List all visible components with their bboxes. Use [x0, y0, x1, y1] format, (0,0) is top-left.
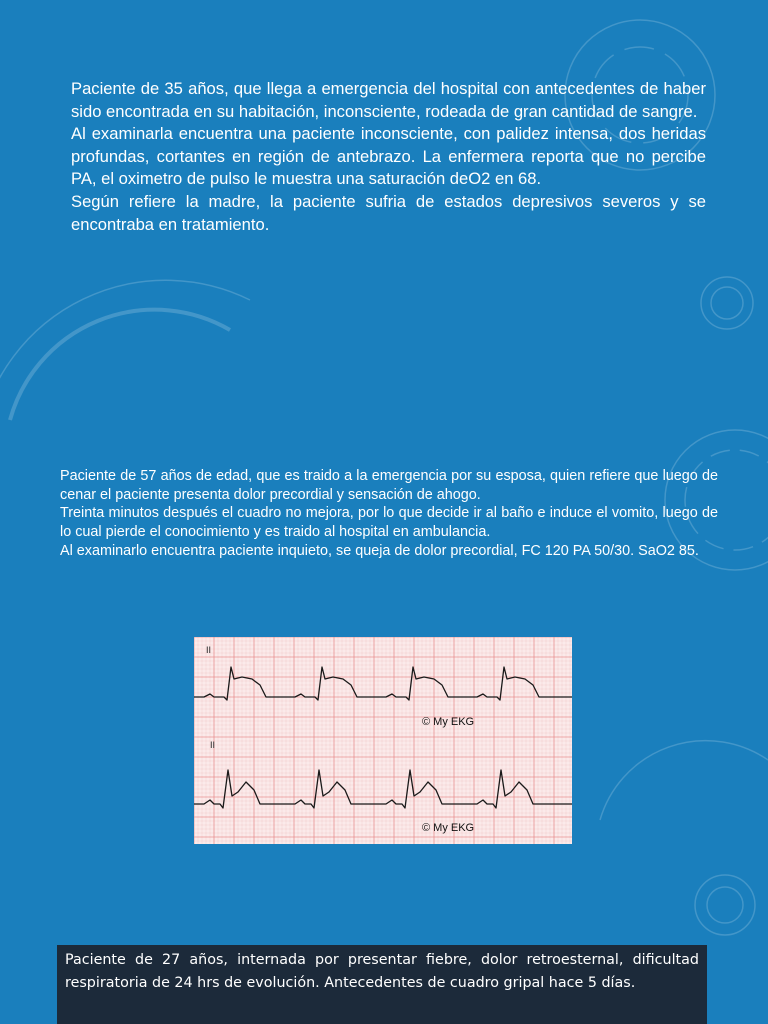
ekg-traces: [194, 667, 572, 808]
case-1-paragraph: Al examinarla encuentra una paciente inconsciente, con palidez intensa, dos heridas profundas, cortantes en región de antebrazo. La enfermera reporta que no percibe PA, el oximetro de pulso le muestra una saturación deO2 en 68.: [71, 124, 706, 189]
ekg-copyright-1: © My EKG: [422, 716, 475, 728]
deco-ring-right-lower-inner: [707, 887, 743, 923]
deco-ring-right-small: [701, 277, 753, 329]
case-2-text: [60, 467, 718, 561]
deco-arc-left-outer: [0, 280, 250, 430]
deco-ring-right-lower: [695, 875, 755, 935]
case-2-paragraph: Paciente de 57 años de edad, que es traido a la emergencia por su esposa, quien refiere que luego de cenar el paciente presenta dolor precordial y sensación de ahogo.: [60, 468, 718, 503]
ekg-copyright-2: © My EKG: [422, 822, 475, 834]
case-3-text: Paciente de 27 años, internada por presentar fiebre, dolor retroesternal, dificultad respiratoria de 24 hrs de evolución. Antecedentes de cuadro gripal hace 5 días.: [65, 952, 699, 991]
deco-ring-right-small-inner: [711, 287, 743, 319]
case-1-paragraph: Según refiere la madre, la paciente sufria de estados depresivos severos y se encontraba en tratamiento.: [71, 191, 706, 234]
case-3-box: [57, 945, 707, 1024]
ekg-lead-label-1: II: [206, 645, 212, 655]
case-2-paragraph: Al examinarlo encuentra paciente inquieto, se queja de dolor precordial, FC 120 PA 50/30. SaO2 85.: [60, 542, 699, 559]
ekg-lead-label-2: II: [210, 740, 216, 750]
ekg-image: [194, 637, 572, 844]
case-2-paragraph: Treinta minutos después el cuadro no mejora, por lo que decide ir al baño e induce el vomito, luego de lo cual pierde el conocimiento y es traido al hospital en ambulancia.: [60, 505, 718, 541]
deco-arc-left: [10, 310, 230, 420]
ekg-trace-strip-1: [194, 667, 572, 700]
case-1-text: [71, 78, 706, 236]
ekg-tracing: [194, 637, 572, 844]
deco-arc-right-lower: [600, 741, 768, 820]
case-1-paragraph: Paciente de 35 años, que llega a emergencia del hospital con antecedentes de haber sido encontrada en su habitación, inconsciente, rodeada de gran cantidad de sangre.: [71, 79, 706, 121]
ekg-grid: [194, 637, 572, 844]
